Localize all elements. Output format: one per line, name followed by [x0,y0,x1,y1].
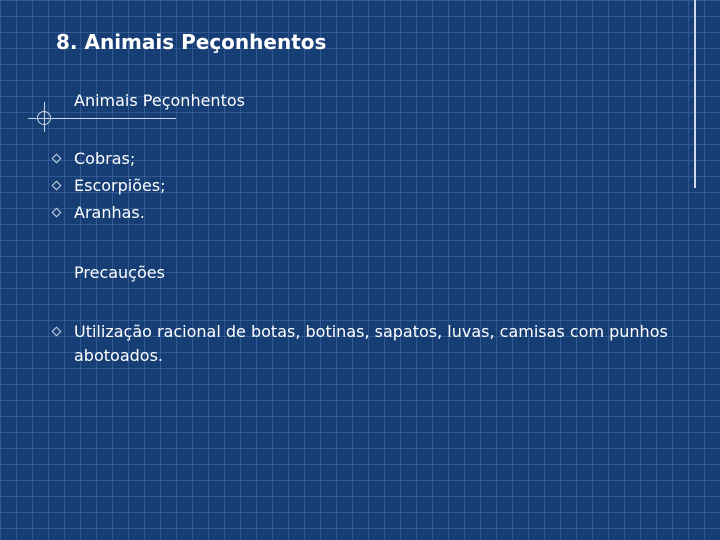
slide-title: 8. Animais Peçonhentos [56,30,327,54]
list-item [50,201,166,228]
list-item [50,320,670,368]
decorative-vertical-line [694,0,696,188]
diamond-bullet-icon [52,208,62,218]
list-item [50,174,166,201]
list-item [50,147,166,174]
precautions-list [50,320,670,368]
diamond-bullet-icon [52,154,62,164]
list-item-text: Escorpiões; [74,176,166,195]
list-item-text: Cobras; [74,149,136,168]
animal-list [50,147,166,228]
list-item-text: Utilização racional de botas, botinas, sapatos, luvas, camisas com punhos abotoados. [74,322,668,365]
list-item-text: Aranhas. [74,203,145,222]
diamond-bullet-icon [52,327,62,337]
section-heading-animais: Animais Peçonhentos [74,91,245,110]
section-heading-precaucoes: Precauções [74,263,165,282]
decorative-crosshair-circle [37,111,51,125]
diamond-bullet-icon [52,181,62,191]
